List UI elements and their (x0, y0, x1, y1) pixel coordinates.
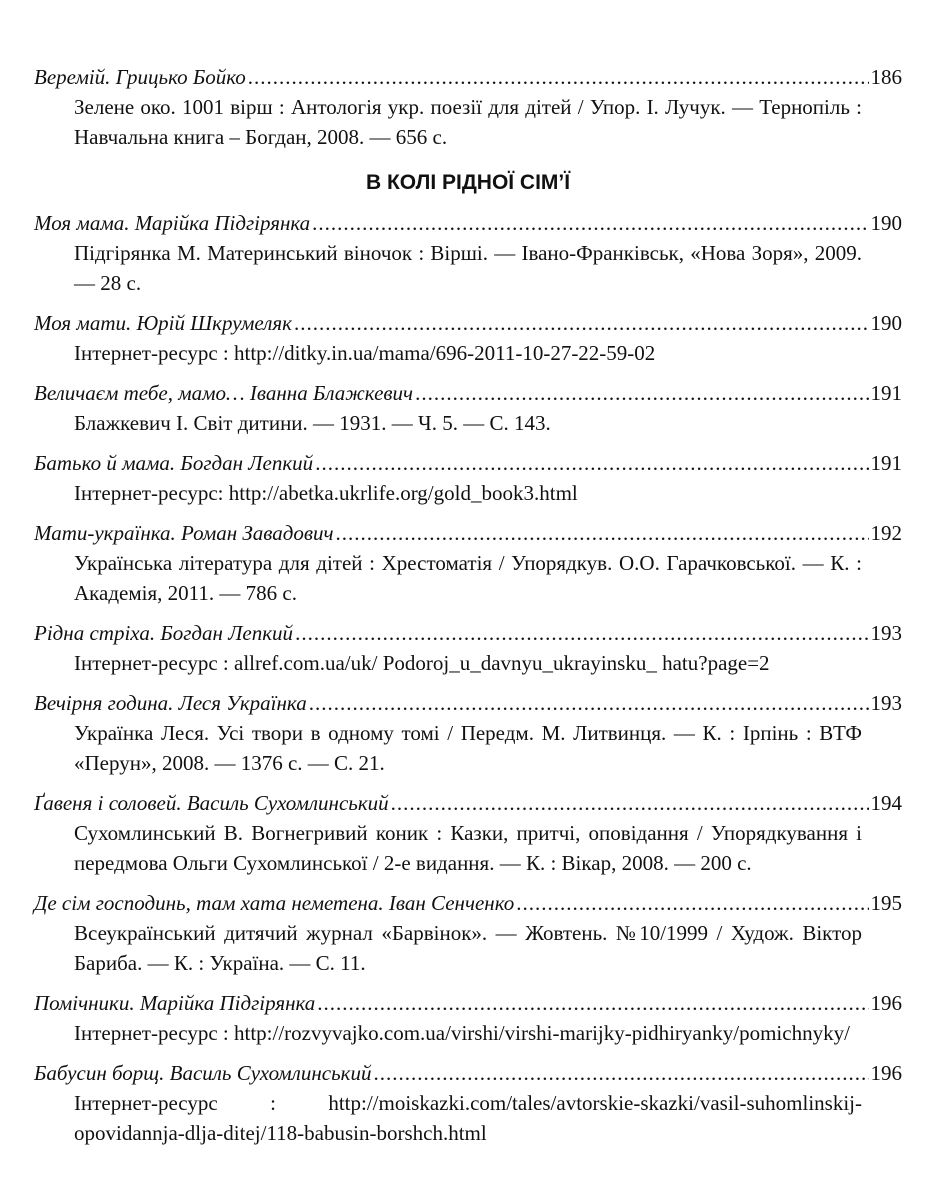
entry-source: Блажкевич І. Світ дитини. — 1931. — Ч. 5. — С. 143. (74, 411, 551, 435)
toc-entry-heading (34, 308, 902, 338)
toc-entry (34, 308, 902, 368)
toc-entry-heading (34, 888, 902, 918)
dot-leader (294, 308, 869, 338)
dot-leader (295, 618, 868, 648)
entry-title: Бабусин борщ. Василь Сухомлинський (34, 1061, 372, 1085)
entry-title: Мати-українка. Роман Завадович (34, 521, 334, 545)
dot-leader (336, 518, 869, 548)
entry-page-number: 196 (870, 991, 902, 1015)
dot-leader (373, 1058, 868, 1088)
dot-leader (391, 788, 869, 818)
toc-entry-heading (34, 988, 902, 1018)
entry-source: Зелене око. 1001 вірш : Антологія укр. поезії для дітей / Упор. І. Лучук. — Тернопіль : Навчальна книга – Богдан, 2008. — 656 с. (74, 95, 862, 149)
dot-leader (516, 888, 868, 918)
toc-entry (34, 518, 902, 608)
toc-entry-heading (34, 1058, 902, 1088)
entry-source: Інтернет-ресурс: http://abetka.ukrlife.org/gold_book3.html (74, 481, 578, 505)
entry-page-number: 190 (870, 311, 902, 335)
dot-leader (309, 688, 869, 718)
toc-entry (34, 888, 902, 978)
entry-title: Вечірня година. Леся Українка (34, 691, 307, 715)
entry-title: Моя мама. Марійка Підгірянка (34, 211, 311, 235)
entry-source: Інтернет-ресурс : http://moiskazki.com/tales/avtorskie-skazki/vasil-suhomlinskij-opovidannja-dlja-ditej/118-babusin-borshch.html (74, 1091, 862, 1145)
entry-page-number: 194 (870, 791, 902, 815)
entry-title: Ґавеня і соловей. Василь Сухомлинський (34, 791, 389, 815)
entry-page-number: 193 (870, 691, 902, 715)
entry-source: Українка Леся. Усі твори в одному томі / Передм. М. Литвинця. — К. : Ірпінь : ВТФ «Перун», 2008. — 1376 с. — С. 21. (74, 721, 862, 775)
toc-entry (34, 618, 902, 678)
toc-entry-heading (34, 448, 902, 478)
entry-title: Моя мати. Юрій Шкрумеляк (34, 311, 292, 335)
toc-entry-heading (34, 208, 902, 238)
entry-title: Величаєм тебе, мамо… Іванна Блажкевич (34, 381, 414, 405)
entry-source: Сухомлинський В. Вогнегривий коник : Казки, притчі, оповідання / Упорядкування і передмова Ольги Сухомлинської / 2-е видання. — К. : Вікар, 2008. — 200 с. (74, 821, 862, 875)
entry-page-number: 191 (870, 451, 902, 475)
dot-leader (315, 448, 868, 478)
entry-title: Веремій. Грицько Бойко (34, 65, 246, 89)
toc-entry-heading (34, 378, 902, 408)
toc-entry-list (34, 208, 902, 1148)
toc-entry (34, 988, 902, 1048)
entry-page-number: 186 (870, 65, 902, 89)
toc-entry (34, 448, 902, 508)
toc-entry (34, 688, 902, 778)
toc-entry-heading (34, 62, 902, 92)
toc-entry-heading (34, 618, 902, 648)
toc-entry (34, 378, 902, 438)
entry-page-number: 196 (870, 1061, 902, 1085)
entry-source: Українська література для дітей : Хрестоматія / Упорядкув. О.О. Гарачковської. — К. : Академія, 2011. — 786 с. (74, 551, 862, 605)
dot-leader (317, 988, 868, 1018)
entry-page-number: 191 (870, 381, 902, 405)
entry-source: Інтернет-ресурс : allref.com.ua/uk/ Podoroj_u_davnyu_ukrayinsku_ hatu?page=2 (74, 651, 770, 675)
entry-source: Інтернет-ресурс : http://rozvyvajko.com.ua/virshi/virshi-marijky-pidhiryanky/pomichnyky/ (74, 1021, 850, 1045)
toc-entry (34, 1058, 902, 1148)
entry-page-number: 190 (870, 211, 902, 235)
entry-title: Батько й мама. Богдан Лепкий (34, 451, 314, 475)
section-title: В КОЛІ РІДНОЇ СІМ’Ї (365, 171, 571, 194)
toc-entry-heading (34, 688, 902, 718)
entry-source: Підгірянка М. Материнський віночок : Вірші. — Івано-Франківськ, «Нова Зоря», 2009. — 28 с. (74, 241, 862, 295)
entry-title: Помічники. Марійка Підгірянка (34, 991, 316, 1015)
toc-entry-heading (34, 518, 902, 548)
entry-source: Інтернет-ресурс : http://ditky.in.ua/mama/696-2011-10-27-22-59-02 (74, 341, 656, 365)
entry-title: Рідна стріха. Богдан Лепкий (34, 621, 294, 645)
toc-entry (34, 788, 902, 878)
dot-leader (248, 62, 869, 92)
dot-leader (312, 208, 868, 238)
entry-title: Де сім господинь, там хата неметена. Іван Сенченко (34, 891, 515, 915)
dot-leader (415, 378, 868, 408)
entry-page-number: 192 (870, 521, 902, 545)
toc-entry-top (34, 62, 902, 152)
entry-source: Всеукраїнський дитячий журнал «Барвінок». — Жовтень. №10/1999 / Худож. Віктор Бариба. — К. : Україна. — С. 11. (74, 921, 862, 975)
entry-page-number: 193 (870, 621, 902, 645)
toc-entry (34, 208, 902, 298)
toc-entry-heading (34, 788, 902, 818)
entry-page-number: 195 (870, 891, 902, 915)
